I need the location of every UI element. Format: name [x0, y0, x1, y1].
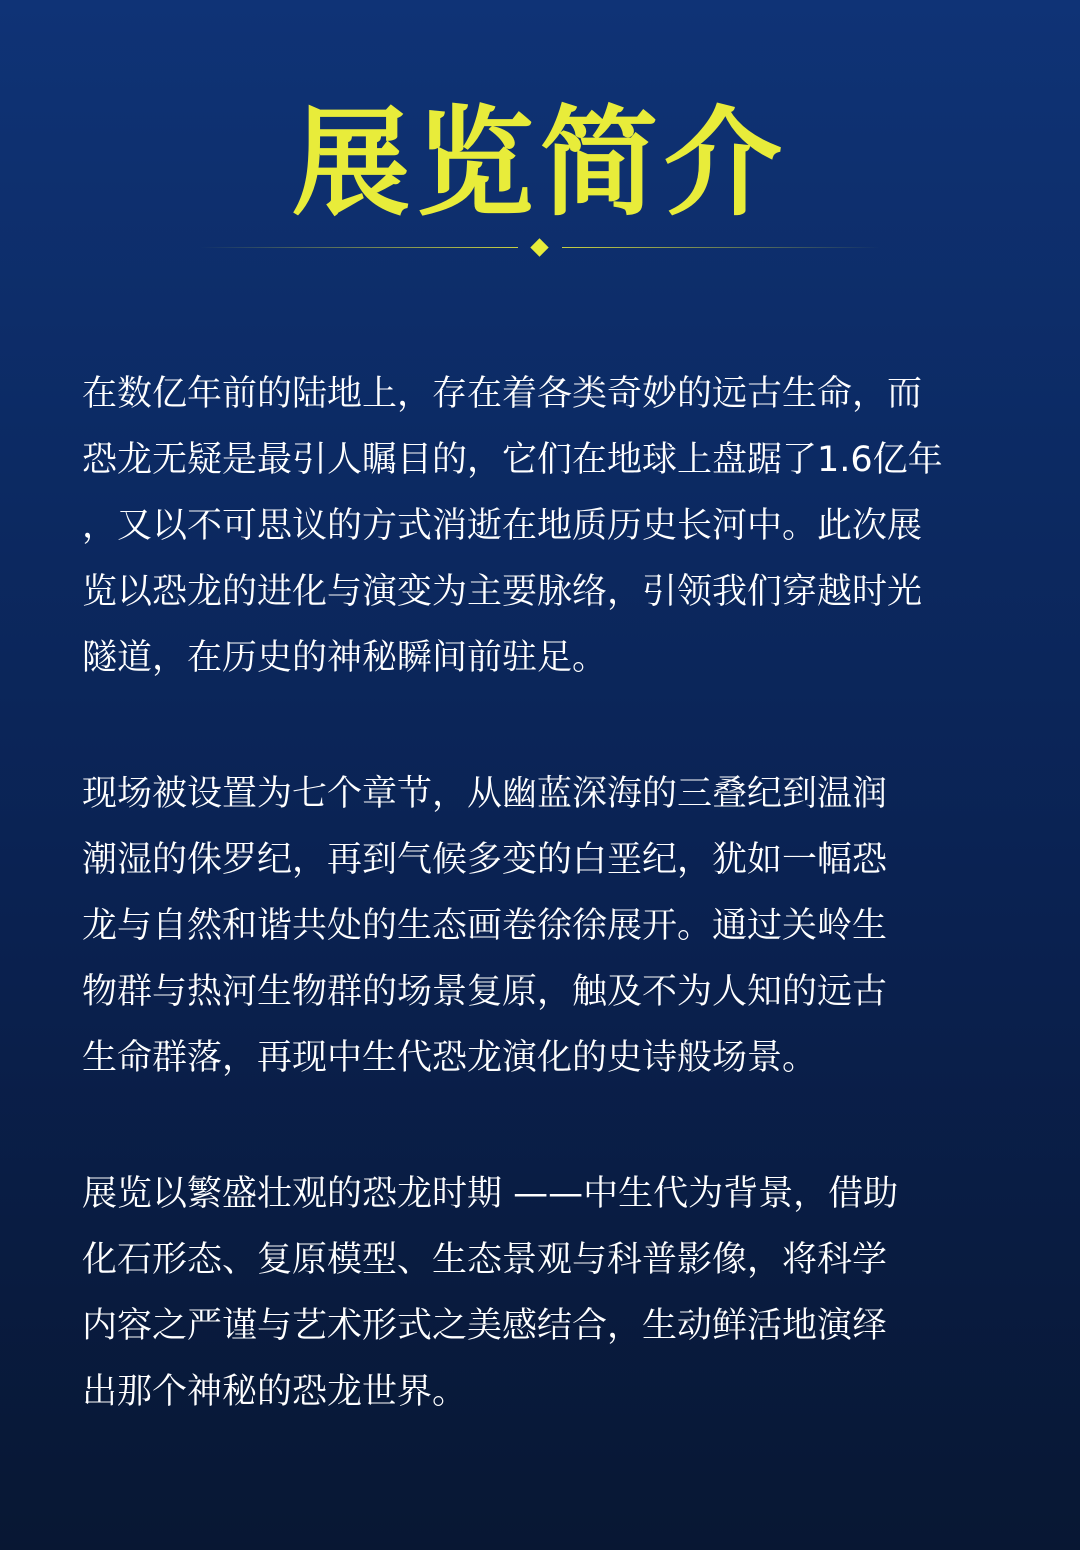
- paragraph-line: 出那个神秘的恐龙世界。: [82, 1372, 468, 1412]
- intro-paragraph-3: [82, 1161, 1002, 1425]
- paragraph-line: 内容之严谨与艺术形式之美感结合，生动鲜活地演绎: [82, 1306, 888, 1346]
- page-title: 展览简介: [291, 93, 788, 232]
- paragraph-line: 龙与自然和谐共处的生态画卷徐徐展开。通过关岭生: [82, 906, 888, 946]
- paragraph-line: 潮湿的侏罗纪，再到气候多变的白垩纪，犹如一幅恐: [82, 840, 888, 880]
- title-divider: [200, 236, 880, 260]
- paragraph-line: 化石形态、复原模型、生态景观与科普影像，将科学: [82, 1240, 888, 1280]
- paragraph-line: 隧道，在历史的神秘瞬间前驻足。: [82, 638, 608, 678]
- intro-paragraph-2: [82, 761, 1002, 1091]
- paragraph-line: 展览以繁盛壮观的恐龙时期 ——中生代为背景，借助: [82, 1174, 899, 1214]
- paragraph-line: ，又以不可思议的方式消逝在地质历史长河中。此次展: [82, 506, 923, 546]
- paragraph-line: 现场被设置为七个章节，从幽蓝深海的三叠纪到温润: [82, 774, 888, 814]
- paragraph-line: 在数亿年前的陆地上，存在着各类奇妙的远古生命，而: [82, 374, 923, 414]
- paragraph-line: 恐龙无疑是最引人瞩目的，它们在地球上盘踞了1.6亿年: [82, 440, 943, 480]
- paragraph-line: 览以恐龙的进化与演变为主要脉络，引领我们穿越时光: [82, 572, 923, 612]
- diamond-icon: [530, 238, 548, 256]
- paragraph-line: 物群与热河生物群的场景复原，触及不为人知的远古: [82, 972, 888, 1012]
- intro-paragraph-1: [82, 361, 1002, 691]
- divider-line-left: [200, 247, 518, 248]
- divider-line-right: [562, 247, 880, 248]
- paragraph-line: 生命群落，再现中生代恐龙演化的史诗般场景。: [82, 1038, 818, 1078]
